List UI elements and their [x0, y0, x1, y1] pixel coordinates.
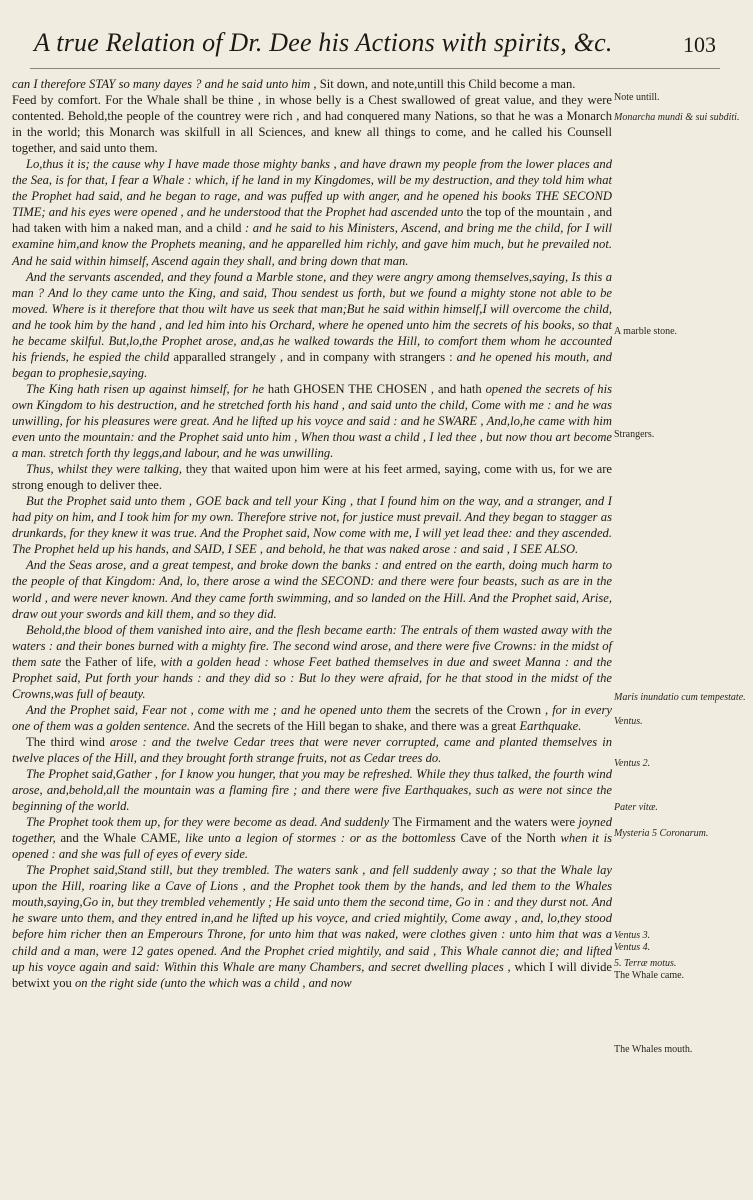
paragraph: [12, 622, 612, 702]
paragraph: [12, 92, 612, 156]
text-run: Behold,the blood of them vanished into aire, and the flesh became earth: The entrals of them wasted away with the waters : and their bones burned with a mighty fire. The second wind arose, and there were five Crowns: in the midst of them sate: [12, 622, 612, 669]
text-run: Earthquake.: [519, 718, 582, 733]
text-run: The Prophet took them up, for they were become as dead. And suddenly: [26, 815, 393, 830]
text-run: The third wind: [26, 734, 110, 749]
text-run: The Firmament and the waters were: [392, 815, 579, 830]
paragraph: [12, 461, 612, 493]
margin-note: Ventus 4.: [614, 942, 651, 953]
margin-note: Mysteria 5 Coronarum.: [614, 828, 709, 839]
text-run: Lo,thus it is; the cause why I have made those mighty banks , and have drawn my people from the lower places and the Sea, is for that, I fear a Whale : which, if he land in my Kingdomes, will be my destruction, and they told him what the Prophet had said, and he began to rage, and was puffed up with anger, and he opened his books THE SECOND TIME; and his eyes were opened , and he understood that the Prophet had ascended unto: [12, 157, 612, 220]
text-run: And the Prophet said, Fear not , come with me ; and he opened unto them: [26, 702, 416, 717]
text-run: Thus, whilst they were talking,: [26, 462, 186, 477]
margin-note: Note untill.: [614, 92, 660, 103]
text-run: Feed by comfort. For the Whale shall be thine , in whose belly is a Chest swallowed of great value, and they were contented. Behold,the people of the countrey were rich , and had conquered many Nations, so that he was a Monarch in the world; this Monarch was skilfull in all Sciences, and knew all things to come, and he called his Counsell together, and said unto them.: [12, 93, 612, 156]
paragraph: [12, 269, 612, 381]
text-run: hath GHOSEN THE CHOSEN , and hath: [267, 381, 486, 396]
running-header: [30, 28, 720, 69]
text-run: like unto a legion of stormes : or as the bottomless: [185, 831, 461, 846]
text-run: And the secrets of the Hill began to shake, and there was a great: [193, 718, 520, 733]
margin-note: The Whale came.: [614, 970, 685, 981]
paragraph: [12, 76, 612, 92]
text-run: for in every one of them was a golden sentence.: [12, 702, 612, 733]
text-run: The King hath risen up against himself, for he: [26, 381, 268, 396]
running-title: A true Relation of Dr. Dee his Actions with spirits, &c.: [34, 28, 613, 57]
text-run: : and he said to his Ministers, Ascend, and bring me the child, for I will examine him,and know the Prophets meaning, and he apparelled him richly, and gave him much, but he prevailed not. And he said within himself, Ascend again they shall, and bring down that man.: [12, 221, 612, 268]
margin-note: Maris inundatio cum tempestate.: [614, 692, 746, 703]
paragraph: [12, 862, 612, 990]
text-run: can I therefore STAY so many dayes ? and he said unto him ,: [12, 77, 320, 91]
text-run: the Father of life,: [65, 654, 161, 669]
text-run: and the Whale CAME,: [60, 831, 186, 846]
margin-note: 5. Terræ motus.: [614, 958, 677, 969]
text-run: which I will divide betwixt you: [12, 959, 612, 990]
paragraph: [12, 766, 612, 814]
paragraph: [12, 734, 612, 766]
paragraph: [12, 814, 612, 862]
text-run: with a golden head : whose Feet bathed themselves in due and sweet Manna : and the Prophet said, Put forth your hands : and they did so : But lo they were afraid, for he that stood in the midst of the Crowns,was full of beauty.: [12, 654, 612, 701]
text-run: But the Prophet said unto them , GOE back and tell your King , that I found him on the way, and a stranger, and I had pity on him, and I took him for my own. Therefore strive not, for justice must prevail. And they began to stagger as drunkards, for they knew it was true. And the Prophet said, Now come with me, I will yet lead thee: and they ascended. The Prophet held up his hands, and SAID, I SEE , and behold, he that was naked arose : and said , I SEE ALSO.: [12, 494, 612, 557]
margin-note: The Whales mouth.: [614, 1044, 693, 1055]
paragraph: [12, 381, 612, 461]
body-text: [12, 76, 612, 1196]
text-run: the top of the mountain , and had taken with him a naked man, and a child: [12, 205, 612, 236]
text-run: The Prophet said,Gather , for I know you hunger, that you may be refreshed. While they thus talked, the fourth wind arose, and,behold,all the mountain was a flaming fire ; and there were five Earthquakes, such as were not since the beginning of the world.: [12, 767, 612, 814]
text-run: joyned together,: [12, 815, 612, 846]
text-run: and he opened his mouth, and began to prophesie,saying.: [12, 349, 612, 380]
text-run: apparalled strangely , and in company with strangers :: [173, 349, 457, 364]
text-run: And the Seas arose, and a great tempest, and broke down the banks : and entred on the earth, doing much harm to the people of that Kingdom: And, lo, there arose a wind the SECOND: and there were four beasts, such as are in the world , and were never known. And they came forth swimming, and so landed on the Hill. And the Prophet said, Arise, draw out your swords and kill them, and so they did.: [12, 558, 612, 621]
text-run: the secrets of the Crown ,: [415, 702, 553, 717]
text-run: when it is opened : and she was full of eyes of every side.: [12, 831, 612, 862]
margin-note: A marble stone.: [614, 326, 678, 337]
text-run: arose : and the twelve Cedar trees that were never corrupted, came and planted themselves in twelve places of the Hill, and they brought forth strange fruits, not as Cedar trees do.: [12, 734, 612, 765]
text-run: opened the secrets of his own Kingdom to his destruction, and he stretched forth his hand , and said unto the child, Come with me : and he was unwilling, for his pleasures were great. And he lifted up his voyce and said : and he SWARE , And,lo,he came with him even unto the mountain: and the Prophet said unto him , When thou wast a child , I led thee , but now thou art become a man. stretch forth thy leggs,and labour, and he was unwilling.: [12, 381, 612, 461]
margin-note: Pater vitæ.: [614, 802, 658, 813]
margin-note: Monarcha mundi & sui subditi.: [614, 112, 740, 123]
text-run: Sit down, and note,untill this Child become a man.: [319, 77, 576, 91]
text-run: they that waited upon him were at his feet armed, saying, come with us, for we are strong enough to deliver thee.: [12, 462, 612, 493]
margin-note: Ventus 3.: [614, 930, 651, 941]
margin-note: Strangers.: [614, 429, 655, 440]
paragraph: [12, 156, 612, 268]
paragraph: [12, 557, 612, 621]
paragraph: [12, 493, 612, 557]
margin-note: Ventus 2.: [614, 758, 651, 769]
margin-note: Ventus.: [614, 716, 643, 727]
page-number: 103: [683, 32, 716, 57]
text-run: The Prophet said,Stand still, but they trembled. The waters sank , and fell suddenly away ; so that the Whale lay upon the Hill, roaring like a Cave of Lions , and the Prophet took them by the hands, and led them to the Whales mouth,saying,Go in, but they trembled vehemently ; He said unto them the second time, Go in : and they durst not. And he sware unto them, and they entred in,and he lifted up his voyce, and cried mightily, Come away , and, lo,they stood before him richer then an Emperours Throne, for unto him that was naked, were clothes given : unto him that was a child and a man, were 12 gates opened. And the Prophet cried mightily, and said , This Whale cannot die; and lifted up his voyce again and said: Within this Whale are many Chambers, and secret dwelling places ,: [12, 863, 612, 974]
text-run: on the right side (unto the which was a child , and now: [74, 975, 352, 990]
text-run: Cave of the North: [460, 831, 561, 846]
text-run: And the servants ascended, and they found a Marble stone, and they were angry among themselves,saying, Is this a man ? And lo they came unto the King, and said, Thou sendest us forth, but we found a mighty stone not able to be moved. Where is it therefore that thou wilt have us seek that man;But he said within himself,I will overcome the child, and he took him by the hand , and led him into his Orchard, where he opened unto him the secrets of his books, so that he became skilful. But,lo,the Prophet arose, and,as he walked towards the Hill, to comfort them whom he accounted his friends, he espied the child: [12, 269, 612, 364]
paragraph: [12, 702, 612, 734]
